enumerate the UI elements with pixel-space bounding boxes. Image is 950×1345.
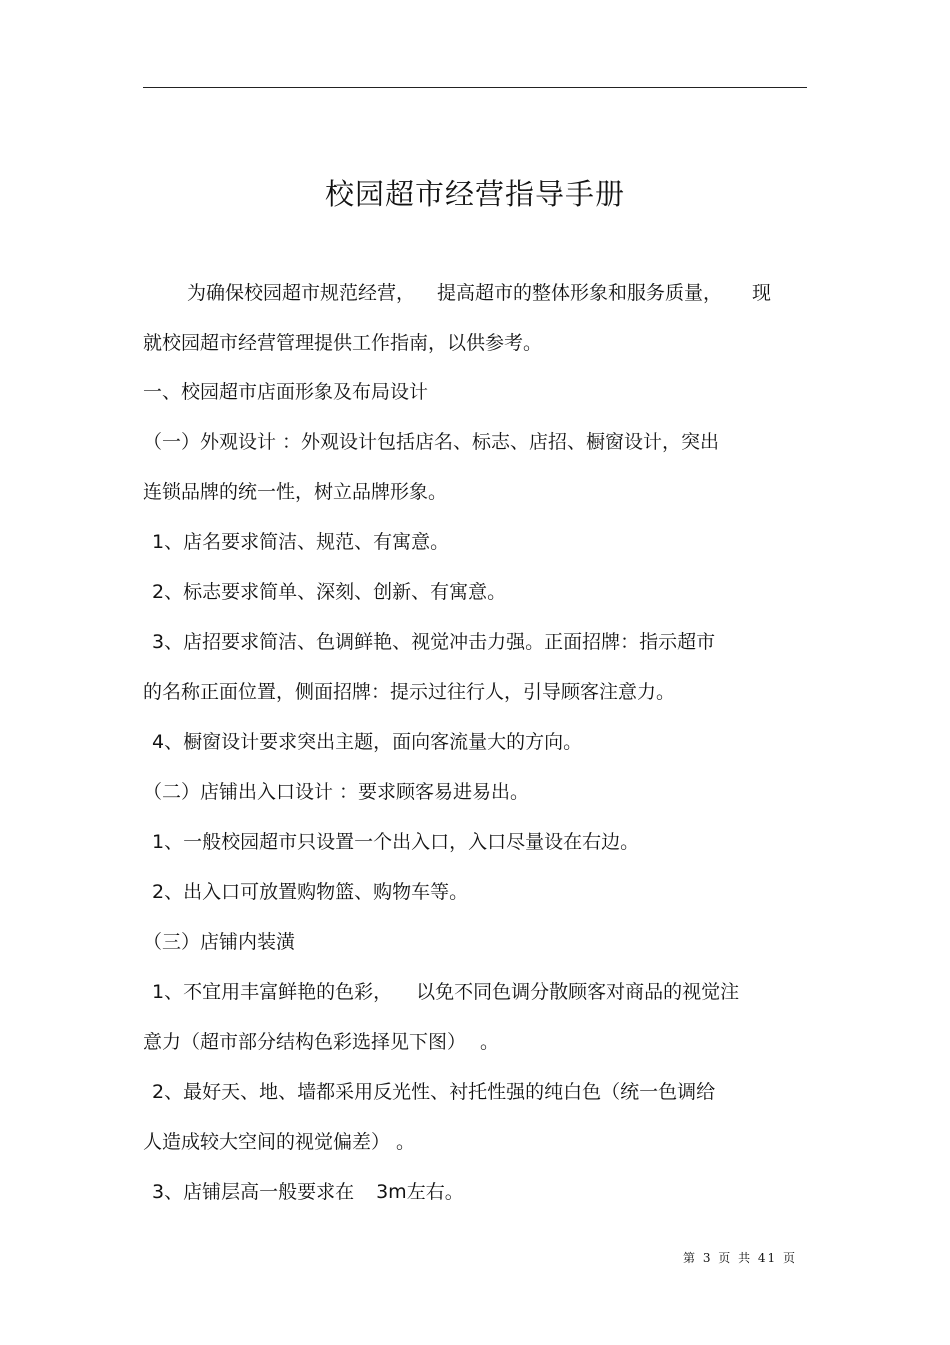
list-item: 2、出入口可放置购物篮、购物车等。	[152, 881, 469, 903]
list-item-text: 以免不同色调分散顾客对商品的视觉注	[416, 981, 740, 1003]
list-item	[152, 980, 739, 1004]
list-item-text: 3、店铺层高一般要求在	[152, 1181, 355, 1203]
paragraph-text: 意力（超市部分结构色彩选择见下图）	[143, 1031, 467, 1053]
paragraph-line	[143, 1030, 499, 1054]
list-item: 3、店招要求简洁、色调鲜艳、视觉冲击力强。正面招牌：指示超市	[152, 631, 716, 653]
intro-text: 现	[752, 282, 772, 304]
intro-line-1	[143, 281, 771, 305]
list-item: 4、橱窗设计要求突出主题，面向客流量大的方向。	[152, 731, 583, 753]
paragraph-line	[143, 1130, 415, 1154]
list-item-text: 1、不宜用丰富鲜艳的色彩，	[152, 981, 393, 1003]
intro-text: 提高超市的整体形象和服务质量，	[437, 282, 723, 304]
intro-line-2: 就校园超市经营管理提供工作指南，以供参考。	[143, 332, 543, 354]
subsection-heading: （三）店铺内装潢	[143, 931, 296, 953]
list-item: 2、最好天、地、墙都采用反光性、衬托性强的纯白色（统一色调给	[152, 1081, 716, 1103]
subsection-heading: （二）店铺出入口设计 ：要求顾客易进易出。	[143, 781, 530, 803]
intro-text: 为确保校园超市规范经营，	[187, 282, 416, 304]
list-item: 1、店名要求简洁、规范、有寓意。	[152, 531, 450, 553]
subsection-heading: （一）外观设计 ：外观设计包括店名、标志、店招、橱窗设计，突出	[143, 431, 720, 453]
paragraph-text: 。	[396, 1131, 416, 1153]
list-item: 2、标志要求简单、深刻、创新、有寓意。	[152, 581, 507, 603]
list-item: 1、一般校园超市只设置一个出入口，入口尽量设在右边。	[152, 831, 640, 853]
page-number: 第 3 页 共 41 页	[683, 1251, 797, 1265]
list-item	[152, 1180, 464, 1204]
paragraph-line: 连锁品牌的统一性，树立品牌形象。	[143, 481, 448, 503]
list-item-text: 3m左右。	[376, 1181, 464, 1203]
paragraph-text: 。	[480, 1031, 500, 1053]
document-title: 校园超市经营指导手册	[324, 177, 625, 211]
paragraph-line: 的名称正面位置，侧面招牌：提示过往行人，引导顾客注意力。	[143, 681, 676, 703]
header-rule	[143, 87, 807, 88]
section-heading: 一、校园超市店面形象及布局设计	[143, 381, 429, 403]
paragraph-text: 人造成较大空间的视觉偏差）	[143, 1131, 391, 1153]
